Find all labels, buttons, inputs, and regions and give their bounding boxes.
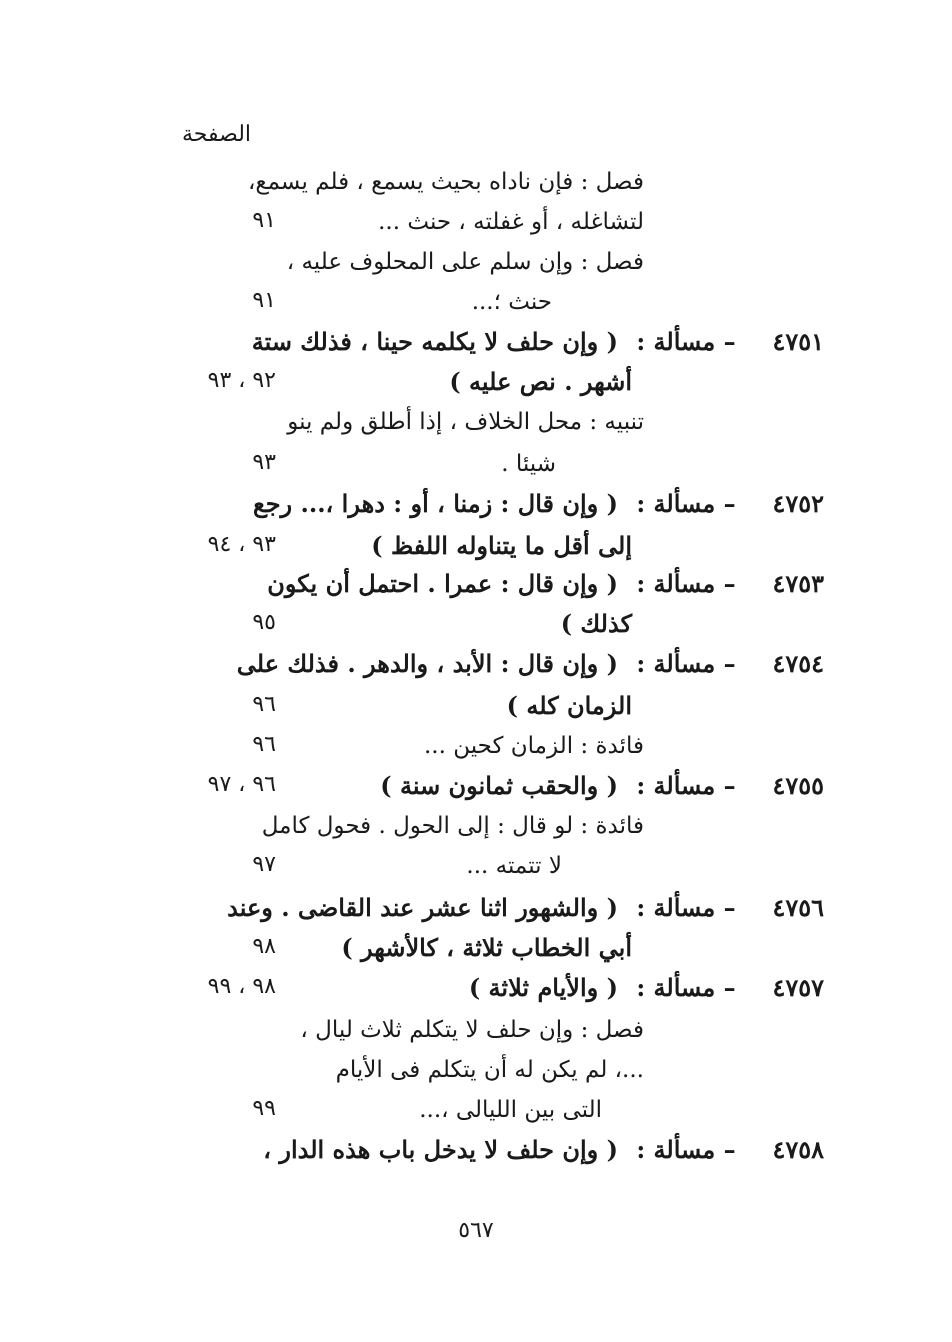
index-line	[336, 1052, 644, 1088]
page-reference: ٩٦	[252, 692, 276, 717]
entry-prefix: – مسألة :	[636, 771, 736, 800]
entry-prefix: – مسألة :	[636, 569, 736, 598]
page-reference: ٩٨	[252, 934, 276, 959]
entry-prefix: – مسألة :	[636, 1135, 736, 1164]
index-entry-4751	[252, 324, 824, 360]
index-line	[248, 164, 644, 200]
index-entry-4753	[267, 566, 824, 602]
page-reference: ٩٥	[252, 610, 276, 635]
index-line	[561, 606, 632, 642]
line-text: فصل : فإن ناداه بحيث يسمع ، فلم يسمع،	[247, 169, 644, 195]
entry-prefix: – مسألة :	[636, 973, 736, 1002]
line-text: فصل : وإن سلم على المحلوف عليه ،	[286, 249, 644, 275]
page-reference: ٩٣ ، ٩٤	[207, 532, 276, 557]
line-text: فصل : وإن حلف لا يتكلم ثلاث ليال ،	[300, 1017, 644, 1043]
line-text: لتشاغله ، أو غفلته ، حنث ...	[378, 209, 644, 235]
index-entry-4752	[253, 486, 824, 522]
line-text: أشهر . نص عليه )	[449, 367, 632, 396]
line-text: الزمان كله )	[506, 691, 632, 720]
index-line	[472, 284, 552, 320]
index-line	[449, 364, 632, 400]
line-text: حنث ؛...	[471, 289, 552, 315]
entry-prefix: – مسألة :	[636, 327, 736, 356]
index-entry-4755	[380, 768, 824, 804]
page-number: ٥٦٧	[458, 1218, 494, 1243]
index-entry-4754	[237, 646, 824, 682]
index-line	[262, 808, 644, 844]
page-reference: ٩٦	[252, 732, 276, 757]
line-text: التى بين الليالى ،...	[419, 1097, 602, 1123]
line-text: شيئا .	[501, 451, 556, 477]
line-text: أبي الخطاب ثلاثة ، كالأشهر )	[341, 933, 632, 962]
index-entry-4756	[227, 890, 824, 926]
index-line	[378, 204, 644, 240]
entry-text: ( وإن قال : زمنا ، أو : دهرا ،... رجع	[252, 489, 618, 518]
entry-prefix: – مسألة :	[636, 489, 736, 518]
index-line	[466, 848, 562, 884]
entry-text: ( والحقب ثمانون سنة )	[380, 771, 618, 800]
index-line	[371, 528, 632, 564]
entry-text: ( وإن قال : الأبد ، والدهر . فذلك على	[236, 649, 618, 678]
page-reference: ٩٨ ، ٩٩	[207, 974, 276, 999]
line-text: لا تتمته ...	[466, 853, 562, 879]
page-reference: ٩٢ ، ٩٣	[207, 368, 276, 393]
entry-number: ٤٧٥٨	[772, 1135, 824, 1164]
index-line	[300, 1012, 644, 1048]
entry-text: ( والشهور اثنا عشر عند القاضى . وعند	[227, 893, 618, 922]
entry-prefix: – مسألة :	[636, 649, 736, 678]
page-reference: ٩٩	[252, 1096, 276, 1121]
page-reference: ٩٦ ، ٩٧	[207, 772, 276, 797]
page-reference: ٩٧	[252, 852, 276, 877]
line-text: فائدة : لو قال : إلى الحول . فحول كامل	[261, 813, 644, 839]
entry-number: ٤٧٥٢	[772, 489, 824, 518]
index-line	[424, 728, 644, 764]
page-reference: ٩١	[252, 208, 276, 233]
index-line	[419, 1092, 602, 1128]
entry-text: ( والأيام ثلاثة )	[468, 973, 618, 1002]
entry-text: ( وإن حلف لا يدخل باب هذه الدار ،	[263, 1135, 618, 1164]
index-line	[287, 244, 644, 280]
entry-number: ٤٧٥٧	[772, 973, 824, 1002]
index-line	[501, 446, 556, 482]
line-text: كذلك )	[560, 609, 632, 638]
line-text: فائدة : الزمان كحين ...	[423, 733, 644, 759]
entry-number: ٤٧٥٥	[772, 771, 824, 800]
index-entry-4757	[469, 970, 824, 1006]
entry-number: ٤٧٥١	[772, 327, 824, 356]
line-text: ...، لم يكن له أن يتكلم فى الأيام	[335, 1057, 644, 1083]
line-text: إلى أقل ما يتناوله اللفظ )	[371, 531, 632, 560]
page-column-header: الصفحة	[182, 122, 252, 147]
index-entry-4758	[263, 1132, 824, 1168]
entry-number: ٤٧٥٤	[772, 649, 824, 678]
page-reference: ٩١	[252, 288, 276, 313]
index-line	[507, 688, 632, 724]
entry-prefix: – مسألة :	[636, 893, 736, 922]
line-text: تنبيه : محل الخلاف ، إذا أطلق ولم ينو	[287, 409, 644, 435]
entry-text: ( وإن قال : عمرا . احتمل أن يكون	[267, 569, 618, 598]
entry-number: ٤٧٥٦	[772, 893, 824, 922]
page-reference: ٩٣	[252, 450, 276, 475]
index-line	[287, 404, 644, 440]
entry-text: ( وإن حلف لا يكلمه حينا ، فذلك ستة	[251, 327, 618, 356]
index-line	[341, 930, 632, 966]
entry-number: ٤٧٥٣	[772, 569, 824, 598]
